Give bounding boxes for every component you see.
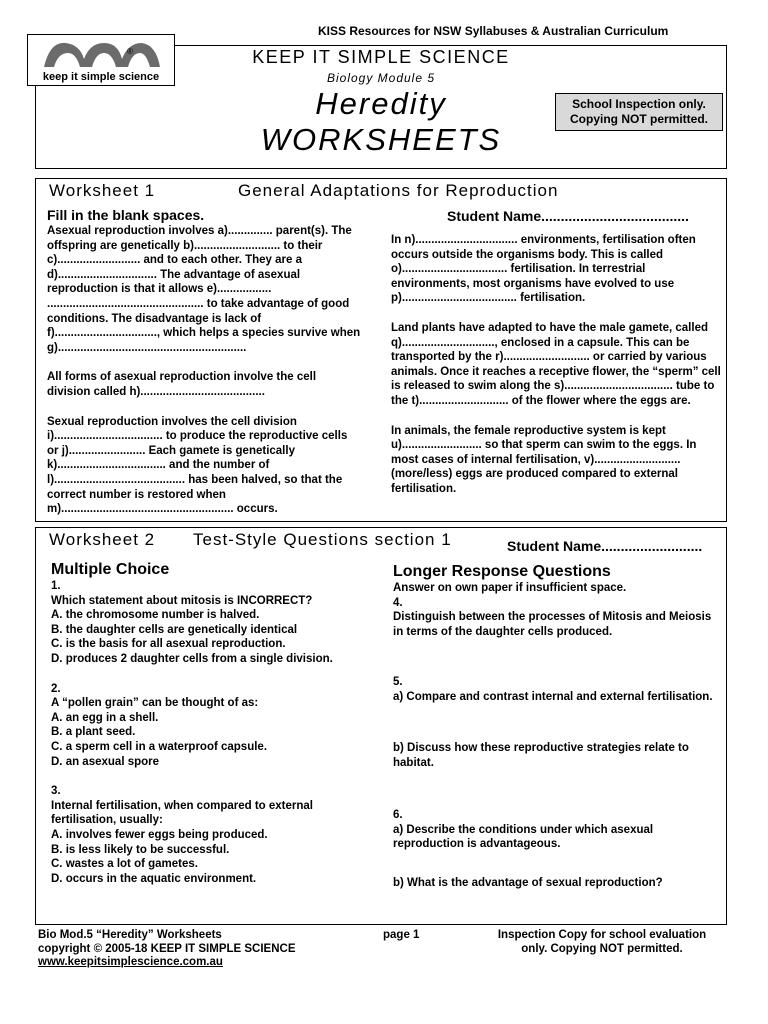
lr-number: 4. <box>393 596 403 609</box>
page-title: Heredity <box>315 86 447 121</box>
footer-left <box>38 929 296 970</box>
mc-option[interactable]: C. is the basis for all asexual reproduction. <box>51 638 286 651</box>
lr-question: b) Discuss how these reproductive strategies relate to habitat. <box>393 742 689 769</box>
registered-mark: ® <box>127 47 133 56</box>
mc-option[interactable]: B. the daughter cells are genetically identical <box>51 623 298 636</box>
worksheet-2-label: Worksheet 2 <box>49 530 156 549</box>
longer-response-list <box>393 581 713 639</box>
mc-option[interactable]: B. a plant seed. <box>51 726 136 739</box>
fill-blank-instructions: Fill in the blank spaces. <box>47 207 205 223</box>
mc-question-text: Which statement about mitosis is INCORRECT? <box>51 594 313 607</box>
brand-title: KEEP IT SIMPLE SCIENCE <box>252 47 510 67</box>
worksheet-1-label: Worksheet 1 <box>49 181 156 200</box>
mc-question-text: Internal fertilisation, when compared to external fertilisation, usually: <box>51 799 314 827</box>
mc-option[interactable]: A. the chromosome number is halved. <box>51 609 260 622</box>
mc-question <box>51 682 366 770</box>
inspection-line-2: Copying NOT permitted. <box>570 112 708 126</box>
footer-inspection-line-2: only. Copying NOT permitted. <box>521 942 683 955</box>
page-subtitle: WORKSHEETS <box>260 122 502 157</box>
mc-number: 2. <box>51 682 61 695</box>
module-label: Biology Module 5 <box>326 71 436 85</box>
mc-option[interactable]: D. produces 2 daughter cells from a single division. <box>51 652 333 665</box>
lr-question-5b <box>393 741 713 770</box>
mc-option[interactable]: B. is less likely to be successful. <box>51 843 230 856</box>
mc-option[interactable]: D. an asexual spore <box>51 755 160 768</box>
student-name-field[interactable]: Student Name...................................... <box>447 208 689 224</box>
footer-copyright: copyright © 2005-18 KEEP IT SIMPLE SCIENCE <box>38 942 296 955</box>
multiple-choice-list <box>51 579 366 886</box>
ws1-paragraph: In n)................................ environments, fertilisation often occurs outside the organisms body. This is called o)................................. fertilisation. In terrestrial environments, most organisms have evolved to use p).................................... fertilisation. <box>391 234 696 305</box>
lr-question-6b <box>393 876 713 891</box>
mc-option[interactable]: A. an egg in a shell. <box>51 711 159 724</box>
footer-inspection-line-1: Inspection Copy for school evaluation <box>497 929 707 941</box>
lr-question: b) What is the advantage of sexual reproduction? <box>393 877 663 889</box>
mc-question <box>51 784 366 886</box>
ws1-paragraph: Asexual reproduction involves a).............. parent(s). The offspring are genetically b)........................... to their c).......................... and to each other. They are a d)............................... The advantage of asexual reproduction is that it allows e)................. ................................................. to take advantage of good conditions. The disadvantage is lack of f)................................, which helps a species survive when g)........................................................... <box>47 225 361 354</box>
worksheet-1-title: General Adaptations for Reproduction <box>238 181 559 200</box>
footer-doc-title: Bio Mod.5 “Heredity” Worksheets <box>38 929 222 941</box>
mc-question <box>51 579 366 667</box>
lr-question: Distinguish between the processes of Mitosis and Meiosis in terms of the daughter cells produced. <box>393 611 712 638</box>
lr-question-5 <box>393 675 713 704</box>
lr-question: a) Compare and contrast internal and external fertilisation. <box>393 690 713 703</box>
ws1-paragraph: All forms of asexual reproduction involve the cell division called h)....................................... <box>47 371 317 398</box>
lr-number: 6. <box>393 809 403 821</box>
ws1-right-column <box>391 233 721 497</box>
ws1-left-column <box>47 224 362 517</box>
mc-number: 3. <box>51 785 61 798</box>
lr-number: 5. <box>393 676 403 688</box>
ws1-paragraph: Land plants have adapted to have the male gamete, called q)............................., enclosed in a capsule. This can be transported by the r)........................... or carried by various animals. Once it reaches a receptive flower, the “sperm” cell is released to swim along the s).................................. tube to the t)............................ of the flower where the eggs are. <box>391 321 721 407</box>
mc-option[interactable]: D. occurs in the aquatic environment. <box>51 872 257 885</box>
logo-text: keep it simple science <box>42 71 160 83</box>
mc-number: 1. <box>51 580 61 592</box>
multiple-choice-heading: Multiple Choice <box>51 561 170 578</box>
page-number: page 1 <box>383 929 420 941</box>
lr-note: Answer on own paper if insufficient space. <box>393 582 627 594</box>
footer-website-link[interactable]: www.keepitsimplescience.com.au <box>38 956 223 968</box>
longer-response-heading: Longer Response Questions <box>393 563 611 580</box>
worksheet-2-title: Test-Style Questions section 1 <box>193 530 452 549</box>
student-name-field[interactable]: Student Name.......................... <box>507 538 703 554</box>
mc-option[interactable]: C. wastes a lot of gametes. <box>51 858 198 871</box>
mc-question-text: A “pollen grain” can be thought of as: <box>51 697 259 710</box>
footer-right <box>462 929 742 956</box>
inspection-line-1: School Inspection only. <box>572 97 706 111</box>
mc-option[interactable]: C. a sperm cell in a waterproof capsule. <box>51 740 268 753</box>
top-banner: KISS Resources for NSW Syllabuses & Australian Curriculum <box>318 24 669 38</box>
inspection-notice <box>555 93 723 131</box>
lr-question-6 <box>393 808 713 852</box>
mc-option[interactable]: A. involves fewer eggs being produced. <box>51 828 268 841</box>
ws1-paragraph: In animals, the female reproductive system is kept u)......................... so that sperm can swim to the eggs. In most cases of internal fertilisation, v)........................... (more/less) eggs are produced compared to external fertilisation. <box>391 424 697 495</box>
lr-question: a) Describe the conditions under which asexual reproduction is advantageous. <box>393 823 654 851</box>
ws1-paragraph: Sexual reproduction involves the cell division i).................................. to produce the reproductive cells or j)........................ Each gamete is genetically k).................................. and the number of l)......................................... has been halved, so that the correct number is restored when m)...................................................... occurs. <box>47 415 348 516</box>
